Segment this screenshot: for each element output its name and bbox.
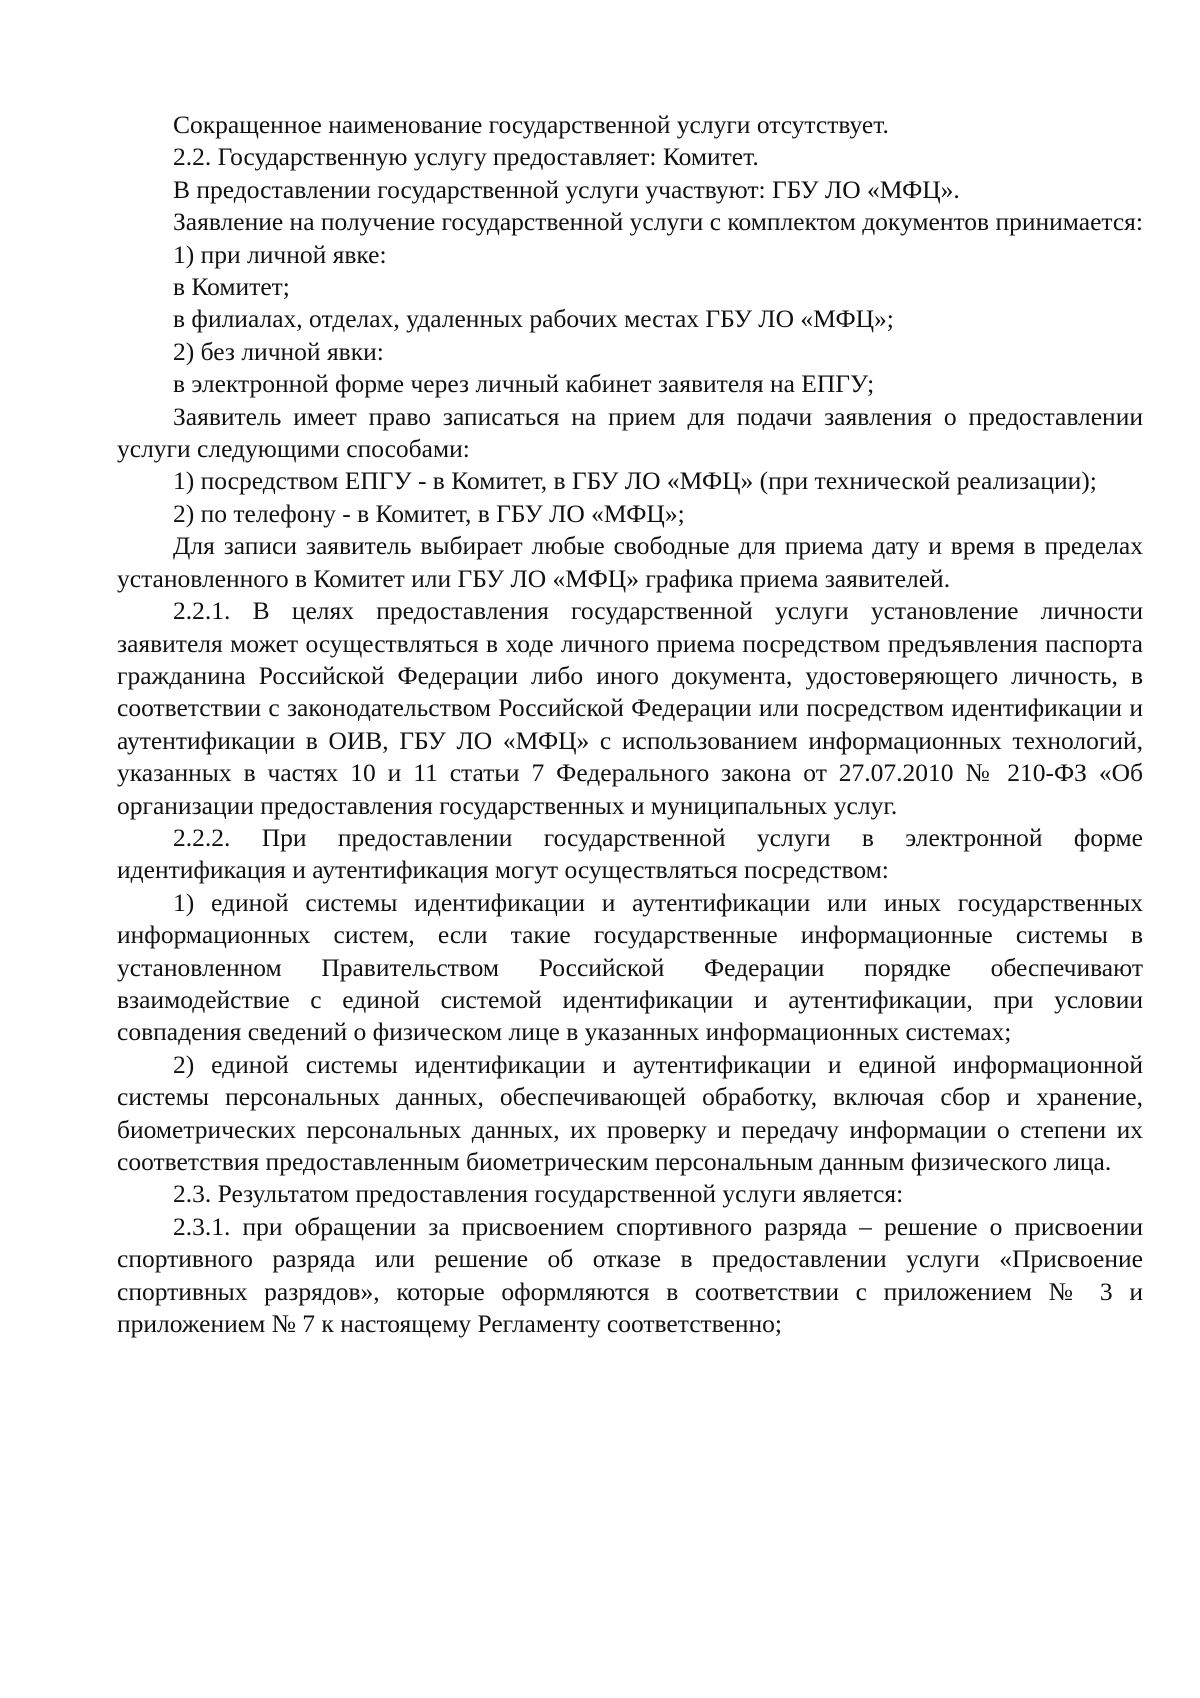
paragraph-via-phone: 2) по телефону - в Комитет, в ГБУ ЛО «МФЦ»; <box>173 498 685 528</box>
paragraph-via-epgu: 1) посредством ЕПГУ - в Комитет, в ГБУ ЛО «МФЦ» (при технической реализации); <box>173 466 1097 496</box>
paragraph-electronic-form: в электронной форме через личный кабинет заявителя на ЕПГУ; <box>173 369 875 399</box>
paragraph-2-2: 2.2. Государственную услугу предоставляет: Комитет. <box>173 142 759 172</box>
paragraph-participants: В предоставлении государственной услуги участвуют: ГБУ ЛО «МФЦ». <box>173 174 960 204</box>
paragraph-2-3-1: 2.3.1. при обращении за присвоением спортивного разряда – решение о присвоении спортивного разряда или решение об отказе в предоставлении услуги «Присвоение спортивных разрядов», которые оформляются в соответствии с приложением № 3 и приложением № 7 к настоящему Регламенту соответственно; <box>117 1211 1143 1339</box>
paragraph-esia: 1) единой системы идентификации и аутентификации или иных государственных информационных систем, если такие государственные информационные системы в установленном Правительством Российской Федерации порядке обеспечивают взаимодействие с единой системой идентификации и аутентификации, при условии совпадения сведений о физическом лице в указанных информационных системах; <box>117 887 1143 1047</box>
paragraph-to-committee: в Комитет; <box>173 272 290 302</box>
paragraph-2-2-2: 2.2.2. При предоставлении государственной услуги в электронной форме идентификация и аутентификация могут осуществляться посредством: <box>117 822 1143 885</box>
paragraph-application-accepted: Заявление на получение государственной услуги с комплектом документов принимается: <box>173 207 1143 237</box>
paragraph-biometric: 2) единой системы идентификации и аутентификации и единой информационной системы персональных данных, обеспечивающей обработку, включая сбор и хранение, биометрических персональных данных, их проверку и передачу информации о степени их соответствия предоставленным биометрическим персональным данным физического лица. <box>117 1049 1143 1176</box>
paragraph-branches: в филиалах, отделах, удаленных рабочих местах ГБУ ЛО «МФЦ»; <box>173 304 894 334</box>
paragraph-in-person: 1) при личной явке: <box>173 239 387 269</box>
paragraph-remote: 2) без личной явки: <box>173 336 384 366</box>
paragraph-appointment-time: Для записи заявитель выбирает любые свободные для приема дату и время в пределах установленного в Комитет или ГБУ ЛО «МФЦ» графика приема заявителей. <box>117 531 1143 593</box>
paragraph-appointment-right: Заявитель имеет право записаться на прием для подачи заявления о предоставлении услуги следующими способами: <box>117 401 1143 464</box>
paragraph-2-3: 2.3. Результатом предоставления государственной услуги является: <box>173 1179 904 1209</box>
paragraph-2-2-1: 2.2.1. В целях предоставления государственной услуги установление личности заявителя может осуществляться в ходе личного приема посредством предъявления паспорта гражданина Российской Федерации либо иного документа, удостоверяющего личность, в соответствии с законодательством Российской Федерации или посредством идентификации и аутентификации в ОИВ, ГБУ ЛО «МФЦ» с использованием информационных технологий, указанных в частях 10 и 11 статьи 7 Федерального закона от 27.07.2010 № 210-ФЗ «Об организации предоставления государственных и муниципальных услуг. <box>117 596 1143 820</box>
paragraph-short-name: Сокращенное наименование государственной услуги отсутствует. <box>173 110 889 139</box>
document-page <box>117 109 1143 1340</box>
